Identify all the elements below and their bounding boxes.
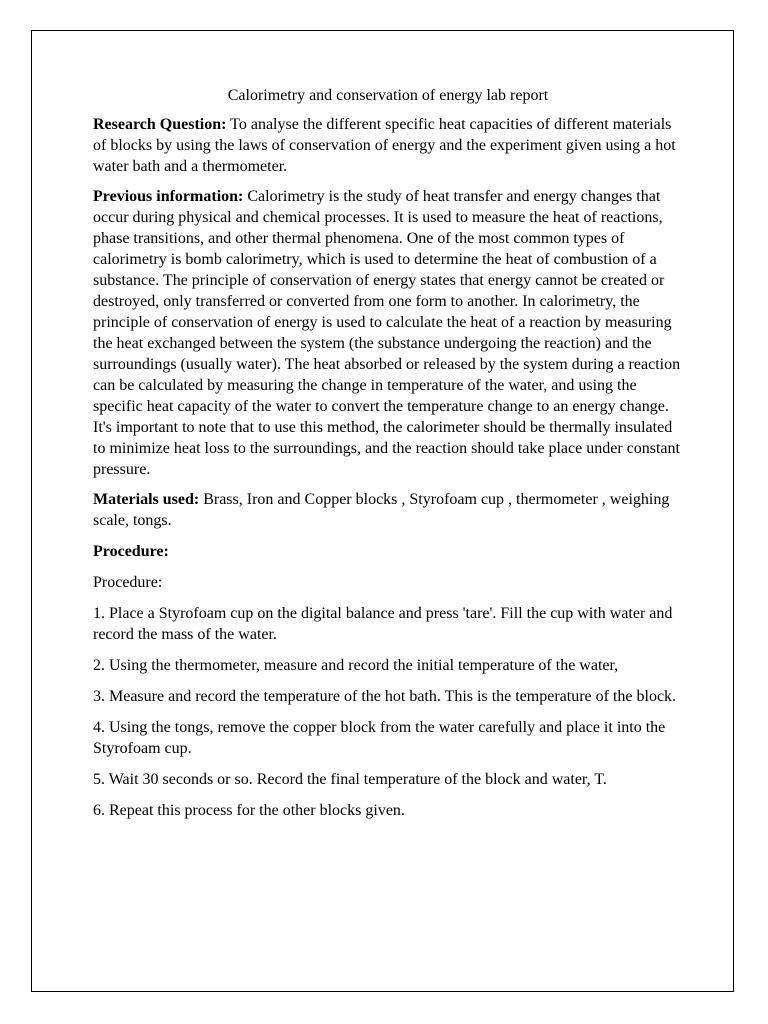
procedure-step: 4. Using the tongs, remove the copper block from the water carefully and place it into the Styrofoam cup. xyxy=(93,719,666,757)
materials-text: Brass, Iron and Copper blocks , Styrofoam cup , thermometer , weighing scale, tongs. xyxy=(93,491,670,529)
research-question-text: To analyse the different specific heat capacities of different materials of blocks by using the laws of conservation of energy and the experiment given using a hot water bath and a thermometer. xyxy=(93,116,676,175)
research-question-label: Research Question: xyxy=(93,116,227,133)
procedure-step: 1. Place a Styrofoam cup on the digital balance and press 'tare'. Fill the cup with water and record the mass of the water. xyxy=(93,605,673,643)
previous-information-text: Calorimetry is the study of heat transfer and energy changes that occur during physical and chemical processes. It is used to measure the heat of reactions, phase transitions, and other thermal phenomena. One of the most common types of calorimetry is bomb calorimetry, which is used to determine the heat of combustion of a substance. The principle of conservation of energy states that energy cannot be created or destroyed, only transferred or converted from one form to another. In calorimetry, the principle of conservation of energy is used to calculate the heat of a reaction by measuring the heat exchanged between the system (the substance undergoing the reaction) and the surroundings (usually water). The heat absorbed or released by the system during a reaction can be calculated by measuring the change in temperature of the water, and using the specific heat capacity of the water to convert the temperature change to an energy change. It's important to note that to use this method, the calorimeter should be thermally insulated to minimize heat loss to the surroundings, and the reaction should take place under constant pressure. xyxy=(93,188,681,478)
previous-information-paragraph xyxy=(93,186,683,480)
procedure-heading: Procedure: xyxy=(93,543,169,560)
procedure-step: 3. Measure and record the temperature of the hot bath. This is the temperature of the block. xyxy=(93,688,677,705)
document-title: Calorimetry and conservation of energy lab report xyxy=(227,87,549,104)
procedure-subheading: Procedure: xyxy=(93,574,163,591)
research-question-paragraph xyxy=(93,114,683,177)
procedure-step: 5. Wait 30 seconds or so. Record the final temperature of the block and water, T. xyxy=(93,771,607,788)
previous-information-label: Previous information: xyxy=(93,188,244,205)
document-body xyxy=(93,85,683,831)
materials-label: Materials used: xyxy=(93,491,200,508)
procedure-step: 2. Using the thermometer, measure and record the initial temperature of the water, xyxy=(93,657,619,674)
procedure-step: 6. Repeat this process for the other blocks given. xyxy=(93,802,405,819)
materials-paragraph xyxy=(93,489,683,531)
